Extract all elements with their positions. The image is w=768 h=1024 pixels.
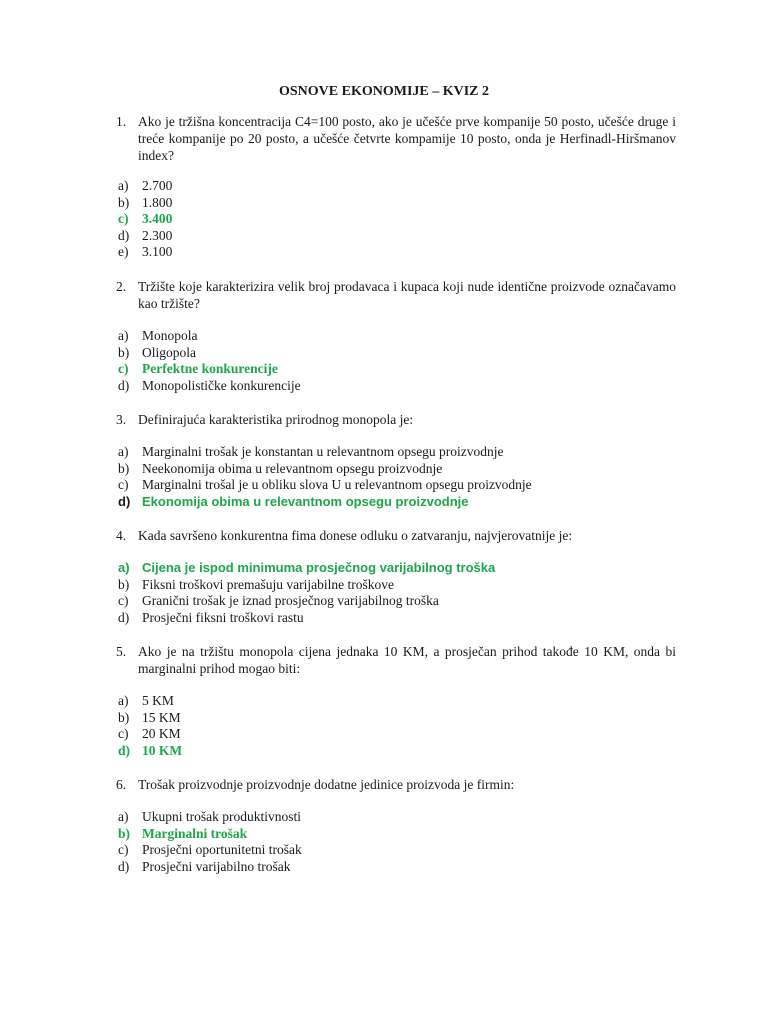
answer-option[interactable] xyxy=(118,710,182,727)
answer-text: Cijena je ispod minimuma prosječnog varijabilnog troška xyxy=(142,560,496,575)
answer-text: Neekonomija obima u relevantnom opsegu proizvodnje xyxy=(142,460,443,476)
answers-6 xyxy=(118,809,302,875)
question-4 xyxy=(116,527,676,544)
answer-option[interactable] xyxy=(118,195,172,212)
question-number: 3. xyxy=(116,412,127,427)
answer-text: Monopola xyxy=(142,328,198,343)
answer-text: 2.700 xyxy=(142,178,173,193)
answer-letter: b) xyxy=(118,194,130,210)
answer-letter: c) xyxy=(118,842,129,858)
answer-text: Perfektne konkurencije xyxy=(142,361,278,377)
question-text: Tržište koje karakterizira velik broj prodavaca i kupaca koji nude identične proizvode označavamo kao tržište? xyxy=(138,279,676,311)
question-number: 5. xyxy=(116,644,127,659)
answers-4 xyxy=(118,560,495,626)
answer-option-correct[interactable] xyxy=(118,361,301,378)
answer-text: 5 KM xyxy=(142,693,174,708)
answer-letter: a) xyxy=(118,328,129,343)
answers-5 xyxy=(118,693,182,759)
answer-option[interactable] xyxy=(118,610,495,627)
answer-text: 15 KM xyxy=(142,709,181,725)
answer-option[interactable] xyxy=(118,228,172,245)
answer-option[interactable] xyxy=(118,444,532,461)
answer-option[interactable] xyxy=(118,461,532,478)
answer-option[interactable] xyxy=(118,345,301,362)
answer-option-correct[interactable] xyxy=(118,494,532,511)
answer-option[interactable] xyxy=(118,693,182,710)
answer-letter: c) xyxy=(118,361,129,377)
question-text: Trošak proizvodnje proizvodnje dodatne jedinice proizvoda je firmin: xyxy=(138,777,515,792)
answer-letter: b) xyxy=(118,825,131,841)
question-number: 2. xyxy=(116,279,127,294)
answer-text: 20 KM xyxy=(142,726,181,742)
answer-letter: e) xyxy=(118,244,129,260)
answer-text: Ekonomija obima u relevantnom opsegu proizvodnje xyxy=(142,493,469,509)
question-1 xyxy=(116,113,676,164)
answers-3 xyxy=(118,444,532,510)
answer-option[interactable] xyxy=(118,244,172,261)
question-text: Ako je tržišna koncentracija C4=100 posto, ako je učešće prve kompanije 50 posto, učešće druge i treće kompanije po 20 posto, a učešće četvrte kompamije 10 posto, onda je Herfinadl-Hiršmanov index? xyxy=(138,114,676,163)
answer-letter: b) xyxy=(118,344,130,360)
answer-option[interactable] xyxy=(118,593,495,610)
question-5 xyxy=(116,643,676,677)
answer-text: 3.100 xyxy=(142,244,173,260)
answer-text: 2.300 xyxy=(142,227,173,243)
answer-text: Fiksni troškovi premašuju varijabilne troškove xyxy=(142,576,394,592)
question-text: Kada savršeno konkurentna fima donese odluku o zatvaranju, najvjerovatnije je: xyxy=(138,528,573,543)
question-text: Definirajuća karakteristika prirodnog monopola je: xyxy=(138,412,414,427)
question-2 xyxy=(116,278,676,312)
answer-option[interactable] xyxy=(118,859,302,876)
question-text: Ako je na tržištu monopola cijena jednaka 10 KM, a prosječan prihod takođe 10 KM, onda bi marginalni prihod mogao biti: xyxy=(138,644,676,676)
answer-text: 10 KM xyxy=(142,742,183,758)
answers-1 xyxy=(118,178,172,261)
answer-option[interactable] xyxy=(118,477,532,494)
answer-letter: b) xyxy=(118,460,130,476)
answer-text: 1.800 xyxy=(142,194,173,210)
answer-letter: c) xyxy=(118,726,129,742)
question-number: 4. xyxy=(116,528,127,543)
answer-option[interactable] xyxy=(118,178,172,195)
answer-text: Oligopola xyxy=(142,344,196,360)
answer-letter: a) xyxy=(118,809,129,824)
answer-option[interactable] xyxy=(118,577,495,594)
question-3 xyxy=(116,411,676,428)
answer-text: Prosječni oportunitetni trošak xyxy=(142,842,302,858)
answer-letter: a) xyxy=(118,178,129,193)
answer-text: Granični trošak je iznad prosječnog varijabilnog troška xyxy=(142,593,439,609)
answer-text: Prosječni fiksni troškovi rastu xyxy=(142,609,304,625)
answer-letter: d) xyxy=(118,377,130,393)
answer-option-correct[interactable] xyxy=(118,211,172,228)
answer-text: Ukupni trošak produktivnosti xyxy=(142,809,301,824)
answer-text: Monopolističke konkurencije xyxy=(142,377,301,393)
answer-text: 3.400 xyxy=(142,211,173,227)
answer-letter: c) xyxy=(118,477,129,493)
answer-letter: d) xyxy=(118,742,131,758)
answer-text: Marginalni trošak xyxy=(142,825,248,841)
answer-option-correct[interactable] xyxy=(118,560,495,577)
answer-letter: d) xyxy=(118,858,130,874)
question-number: 1. xyxy=(116,114,127,129)
answer-letter: d) xyxy=(118,609,130,625)
answer-text: Marginalni trošak je konstantan u relevantnom opsegu proizvodnje xyxy=(142,444,504,459)
answer-option-correct[interactable] xyxy=(118,826,302,843)
answer-letter: c) xyxy=(118,211,129,227)
answer-text: Marginalni trošal je u obliku slova U u relevantnom opsegu proizvodnje xyxy=(142,477,532,493)
answer-letter: a) xyxy=(118,444,129,459)
answer-letter: c) xyxy=(118,593,129,609)
answer-letter: a) xyxy=(118,693,129,708)
answer-option[interactable] xyxy=(118,378,301,395)
answer-option[interactable] xyxy=(118,726,182,743)
page-title: OSNOVE EKONOMIJE – KVIZ 2 xyxy=(278,84,490,99)
answer-letter: b) xyxy=(118,709,130,725)
answer-option[interactable] xyxy=(118,328,301,345)
answer-letter: b) xyxy=(118,576,130,592)
question-6 xyxy=(116,776,676,793)
answer-letter: a) xyxy=(118,560,130,575)
question-number: 6. xyxy=(116,777,127,792)
answer-letter: d) xyxy=(118,227,130,243)
answer-text: Prosječni varijabilno trošak xyxy=(142,858,291,874)
answer-option[interactable] xyxy=(118,842,302,859)
answer-option[interactable] xyxy=(118,809,302,826)
answers-2 xyxy=(118,328,301,394)
answer-letter: d) xyxy=(118,493,131,509)
answer-option-correct[interactable] xyxy=(118,743,182,760)
